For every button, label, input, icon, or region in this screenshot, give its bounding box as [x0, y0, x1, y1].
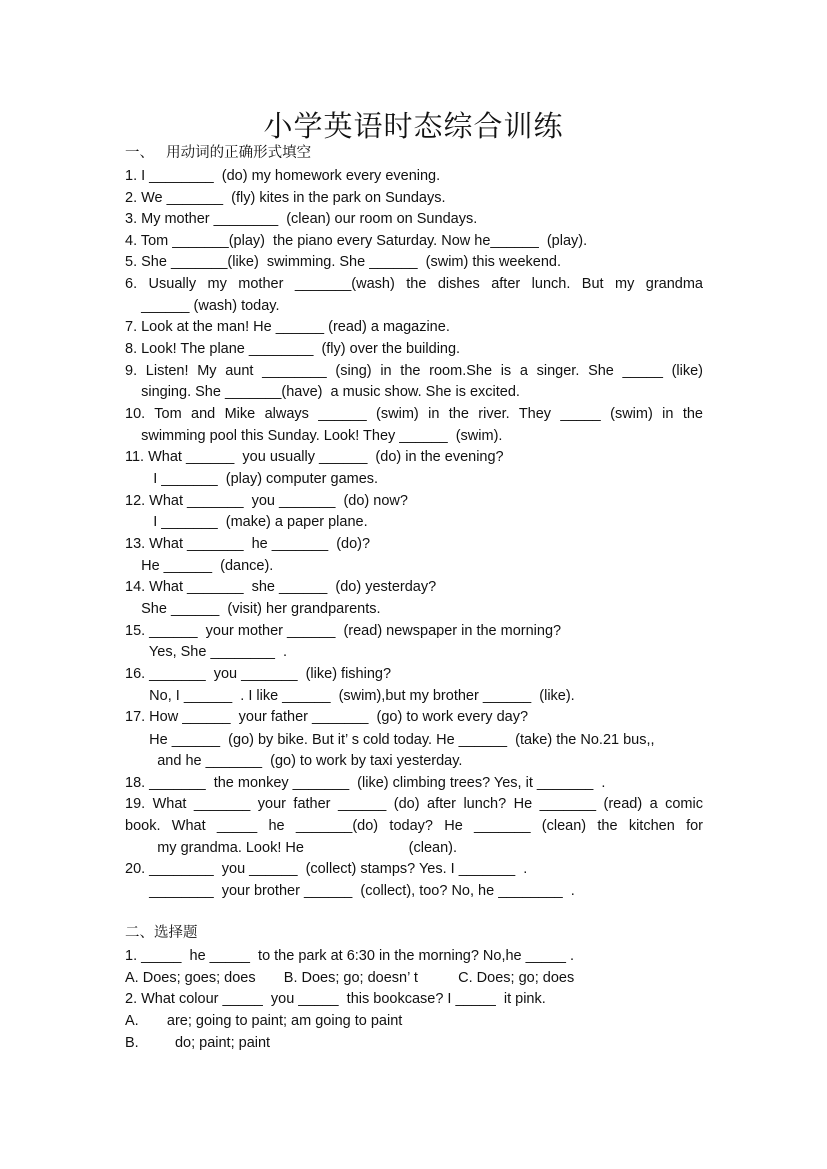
exercise-line: 14. What _______ she ______ (do) yesterday?: [125, 579, 437, 595]
exercise-line: Yes, She ________ .: [125, 644, 288, 660]
choice-line: A. are; going to paint; am going to paint: [125, 1013, 403, 1029]
choice-line: 1. _____ he _____ to the park at 6:30 in the morning? No,he _____ .: [125, 948, 575, 964]
exercise-line: 9. Listen! My aunt ________ (sing) in the room.She is a singer. She _____ (like): [125, 363, 703, 379]
exercise-line: 7. Look at the man! He ______ (read) a magazine.: [125, 319, 450, 335]
exercise-line: ________ your brother ______ (collect), too? No, he ________ .: [125, 883, 575, 899]
exercise-line: 18. _______ the monkey _______ (like) climbing trees? Yes, it _______ .: [125, 775, 606, 791]
exercise-line: ______ (wash) today.: [125, 298, 280, 314]
exercise-line: She ______ (visit) her grandparents.: [125, 601, 381, 617]
choice-line: 2. What colour _____ you _____ this bookcase? I _____ it pink.: [125, 991, 546, 1007]
exercise-line: 6. Usually my mother _______(wash) the dishes after lunch. But my grandma: [125, 276, 703, 292]
exercise-line: 20. ________ you ______ (collect) stamps? Yes. I _______ .: [125, 861, 528, 877]
exercise-line: 15. ______ your mother ______ (read) newspaper in the morning?: [125, 623, 562, 639]
exercise-line: swimming pool this Sunday. Look! They ______ (swim).: [125, 428, 503, 444]
exercise-line: book. What _____ he _______(do) today? He _______ (clean) the kitchen for: [125, 818, 703, 834]
exercise-line: 13. What _______ he _______ (do)?: [125, 536, 371, 552]
exercise-line: I _______ (play) computer games.: [125, 471, 379, 487]
exercise-line: 2. We _______ (fly) kites in the park on Sundays.: [125, 190, 446, 206]
exercise-line: 10. Tom and Mike always ______ (swim) in the river. They _____ (swim) in the: [125, 406, 703, 422]
page-title: 小学英语时态综合训练: [263, 109, 564, 143]
exercise-line: 12. What _______ you _______ (do) now?: [125, 493, 408, 509]
exercise-line: No, I ______ . I like ______ (swim),but my brother ______ (like).: [125, 688, 575, 704]
exercise-line: 5. She _______(like) swimming. She ______ (swim) this weekend.: [125, 254, 562, 270]
choice-line: A. Does; goes; does B. Does; go; doesn’ t C. Does; go; does: [125, 970, 575, 986]
exercise-line: 8. Look! The plane ________ (fly) over the building.: [125, 341, 461, 357]
exercise-line: 4. Tom _______(play) the piano every Saturday. Now he______ (play).: [125, 233, 588, 249]
exercise-line: He ______ (dance).: [125, 558, 274, 574]
exercise-line: and he _______ (go) to work by taxi yesterday.: [125, 753, 463, 769]
exercise-line: 3. My mother ________ (clean) our room on Sundays.: [125, 211, 478, 227]
choice-line: B. do; paint; paint: [125, 1035, 271, 1051]
exercise-line: my grandma. Look! He (clean).: [125, 840, 457, 856]
exercise-line: 16. _______ you _______ (like) fishing?: [125, 666, 392, 682]
exercise-line: singing. She _______(have) a music show. She is excited.: [125, 384, 520, 400]
section-1-heading: 一、 用动词的正确形式填空: [125, 145, 312, 161]
exercise-line: 17. How ______ your father _______ (go) to work every day?: [125, 709, 529, 725]
exercise-line: I _______ (make) a paper plane.: [125, 514, 368, 530]
section-2-heading: 二、选择题: [125, 925, 198, 941]
exercise-line: He ______ (go) by bike. But it’ s cold today. He ______ (take) the No.21 bus,,: [125, 732, 655, 748]
exercise-line: 11. What ______ you usually ______ (do) in the evening?: [125, 449, 504, 465]
exercise-line: 19. What _______ your father ______ (do) after lunch? He _______ (read) a comic: [125, 796, 703, 812]
exercise-line: 1. I ________ (do) my homework every evening.: [125, 168, 441, 184]
